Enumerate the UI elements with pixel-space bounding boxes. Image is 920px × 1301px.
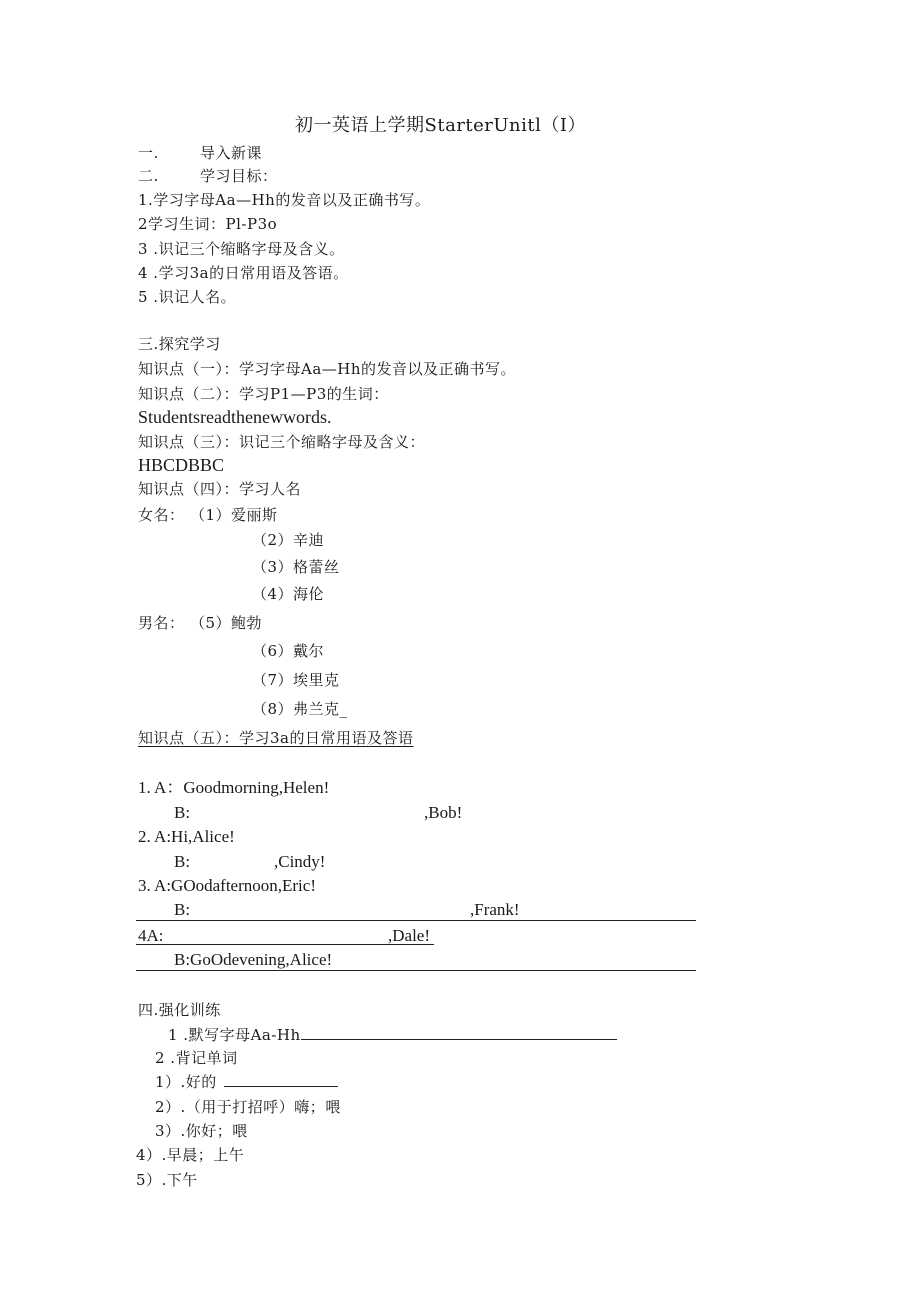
knowledge-point-5: 知识点（五）：学习3a的日常用语及答语 xyxy=(138,729,414,747)
word-item: 2）.（用于打招呼）嗨；喂 xyxy=(155,1098,341,1116)
male-name: （7）埃里克 xyxy=(252,671,340,689)
knowledge-point-3-english: HBCDBBC xyxy=(138,455,225,475)
section-1-number: 一. xyxy=(138,144,159,162)
female-name: （3）格蕾丝 xyxy=(252,558,340,576)
word-item-text: 1）.好的 xyxy=(155,1073,217,1091)
dialog-line-3b-label: B: xyxy=(174,900,191,919)
section-2 xyxy=(138,166,278,186)
knowledge-point-4: 知识点（四）：学习人名 xyxy=(138,480,302,498)
female-name: （2）辛迪 xyxy=(252,531,325,549)
dialog-line-2b-end: ,Cindy! xyxy=(274,852,326,871)
section-1 xyxy=(138,143,263,163)
page-title: 初一英语上学期StarterUnitl（I） xyxy=(295,115,587,136)
answer-underline xyxy=(136,970,696,971)
female-name: （4）海伦 xyxy=(252,585,325,603)
answer-underline xyxy=(136,920,696,921)
male-names-label: 男名： xyxy=(138,614,185,632)
goal-item: 2学习生词：Pl-P3o xyxy=(138,215,278,233)
section-2-text: 学习目标： xyxy=(200,167,278,185)
goal-item: 5 .识记人名。 xyxy=(138,288,237,306)
goal-item: 4 .学习3a的日常用语及答语。 xyxy=(138,264,349,282)
word-item: 3）.你好；喂 xyxy=(155,1122,248,1140)
female-names-label: 女名： xyxy=(138,506,185,524)
goal-item: 3 .识记三个缩略字母及含义。 xyxy=(138,240,345,258)
word-item xyxy=(155,1072,338,1092)
male-name: （6）戴尔 xyxy=(252,642,325,660)
answer-underline xyxy=(136,944,434,945)
dialog-line-2a: 2. A:Hi,Alice! xyxy=(138,827,235,846)
dialog-line-4a-label: 4A: xyxy=(138,926,164,945)
knowledge-point-1: 知识点（一）：学习字母Aa—Hh的发音以及正确书写。 xyxy=(138,360,517,378)
section-1-text: 导入新课 xyxy=(200,144,263,162)
dialog-line-3b-end: ,Frank! xyxy=(470,900,520,919)
section-3-heading: 三.探究学习 xyxy=(138,335,221,353)
male-name: （8）弗兰克_ xyxy=(252,700,348,718)
training-item-2: 2 .背记单词 xyxy=(155,1049,238,1067)
dialog-line-4b: B:GoOdevening,Alice! xyxy=(174,950,333,969)
fill-blank[interactable] xyxy=(301,1025,617,1040)
section-4-heading: 四.强化训练 xyxy=(138,1001,221,1019)
training-item-1-text: 1 .默写字母Aa-Hh xyxy=(168,1026,301,1044)
dialog-line-1b-label: B: xyxy=(174,803,191,822)
section-2-number: 二. xyxy=(138,167,159,185)
dialog-line-2b-label: B: xyxy=(174,852,191,871)
word-item: 4）.早晨；上午 xyxy=(136,1146,245,1164)
training-item-1 xyxy=(168,1025,617,1045)
goal-item: 1.学习字母Aa—Hh的发音以及正确书写。 xyxy=(138,191,431,209)
dialog-line-1b-end: ,Bob! xyxy=(424,803,463,822)
fill-blank[interactable] xyxy=(224,1072,338,1087)
word-item: 5）.下午 xyxy=(136,1171,198,1189)
knowledge-point-3: 知识点（三）：识记三个缩略字母及含义： xyxy=(138,433,426,451)
knowledge-point-2: 知识点（二）：学习P1—P3的生词： xyxy=(138,385,389,403)
male-name: （5）鲍勃 xyxy=(190,614,263,632)
dialog-line-3a: 3. A:GOodafternoon,Eric! xyxy=(138,876,316,895)
dialog-line-1a: 1. A：Goodmorning,Helen! xyxy=(138,778,330,797)
female-name: （1）爱丽斯 xyxy=(190,506,278,524)
knowledge-point-2-english: Studentsreadthenewwords. xyxy=(138,407,332,427)
dialog-line-4a-end: ,Dale! xyxy=(388,926,431,945)
